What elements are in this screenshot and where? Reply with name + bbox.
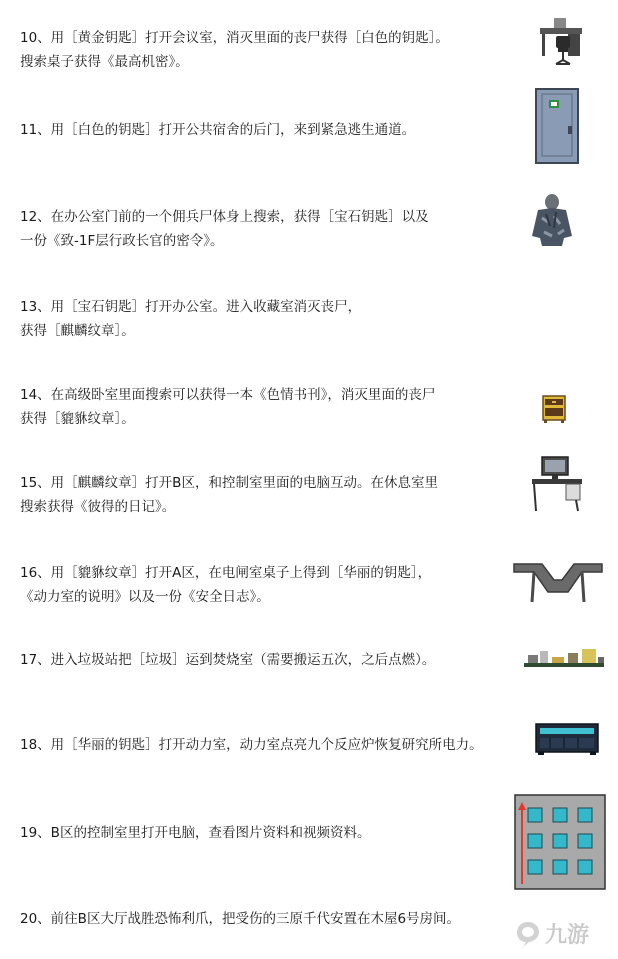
step-12-line-1: 12、在办公室门前的一个佣兵尸体身上搜索，获得［宝石钥匙］以及 (20, 209, 429, 225)
step-16 (20, 561, 510, 609)
step-14-line-2: 获得［貔貅纹章］。 (20, 411, 135, 427)
jiuyou-logo-icon (515, 920, 541, 948)
step-14-line-1: 14、在高级卧室里面搜索可以获得一本《色情书刊》，消灭里面的丧尸 (20, 387, 436, 403)
step-14 (20, 383, 510, 431)
step-12 (20, 205, 510, 253)
reactor-grid-icon (514, 794, 606, 890)
step-10-line-2: 搜索桌子获得《最高机密》。 (20, 54, 189, 70)
office-desk-icon (536, 10, 586, 70)
step-15-line-1: 15、用［麒麟纹章］打开B区，和控制室里面的电脑互动。在休息室里 (20, 475, 438, 491)
step-19 (20, 821, 510, 845)
step-17 (20, 648, 510, 672)
step-15-line-2: 搜索获得《彼得的日记》。 (20, 499, 176, 515)
step-10-line-1: 10、用［黄金钥匙］打开会议室，消灭里面的丧尸获得［白色的钥匙］。 (20, 30, 449, 46)
watermark (515, 918, 589, 949)
computer-desk-icon (530, 455, 584, 513)
step-13-line-1: 13、用［宝石钥匙］打开办公室。进入收藏室消灭丧尸， (20, 299, 362, 315)
step-11-line-1: 11、用［白色的钥匙］打开公共宿舍的后门，来到紧急逃生通道。 (20, 122, 416, 138)
step-18-line-1: 18、用［华丽的钥匙］打开动力室，动力室点亮九个反应炉恢复研究所电力。 (20, 737, 483, 753)
step-13-line-2: 获得［麒麟纹章］。 (20, 323, 135, 339)
bent-walkway-icon (512, 558, 604, 604)
step-16-line-1: 16、用［貔貅纹章］打开A区，在电闸室桌子上得到［华丽的钥匙］， (20, 565, 432, 581)
step-10 (20, 26, 510, 74)
step-12-line-2: 一份《致-1F层行政长官的密令》。 (20, 233, 224, 249)
step-15 (20, 471, 510, 519)
dresser-icon (541, 392, 567, 424)
mercenary-jacket-icon (530, 192, 574, 248)
power-generator-icon (534, 720, 600, 756)
watermark-text: 九游 (545, 923, 590, 948)
step-11 (20, 118, 510, 142)
step-17-line-1: 17、进入垃圾站把［垃圾］运到焚烧室（需要搬运五次，之后点燃）。 (20, 652, 436, 668)
step-20 (20, 907, 510, 931)
step-13 (20, 295, 510, 343)
step-19-line-1: 19、B区的控制室里打开电脑，查看图片资料和视频资料。 (20, 825, 371, 841)
step-20-line-1: 20、前往B区大厅战胜恐怖利爪，把受伤的三原千代安置在木屋6号房间。 (20, 911, 461, 927)
step-18 (20, 733, 510, 757)
emergency-door-icon (535, 88, 579, 164)
garbage-shelf-icon (522, 645, 606, 669)
step-16-line-2: 《动力室的说明》以及一份《安全日志》。 (20, 589, 270, 605)
